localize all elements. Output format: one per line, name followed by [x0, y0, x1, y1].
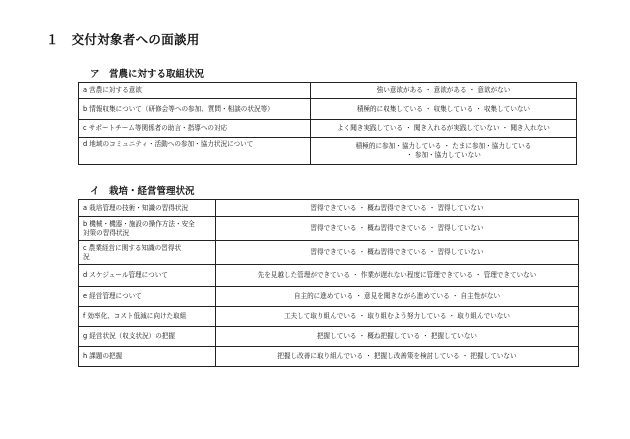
answer-options: 工夫して取り組んでいる ・ 取り組むよう努力している ・ 取り組んでいない — [216, 307, 579, 327]
answer-options: 習得できている ・ 概ね習得できている ・ 習得していない — [216, 200, 579, 217]
farming-attitude-table — [78, 82, 577, 165]
cultivation-management-table — [78, 199, 579, 367]
question-line: c 農業経営に関する知識の習得状 — [83, 243, 182, 252]
table-row — [79, 347, 579, 367]
question-cell: g 経営状況（収支状況）の把握 — [79, 327, 216, 347]
answer-options: 把握し改善に取り組んでいる ・ 把握し改善策を検討している ・ 把握していない — [216, 347, 579, 367]
answer-options: よく聞き実践している ・ 聞き入れるが実践していない ・ 聞き入れない — [311, 120, 577, 138]
question-cell: b 情報収集について（研修会等への参加、質問・相談の状況等） — [79, 99, 311, 120]
question-cell — [79, 217, 216, 241]
question-line: 対策の習得状況 — [83, 228, 130, 237]
table-row — [79, 83, 577, 99]
question-cell: f 効率化、コスト低減に向けた取組 — [79, 307, 216, 327]
table-row — [79, 287, 579, 307]
section-b-heading: イ 栽培・経営管理状況 — [90, 186, 195, 197]
question-cell: e 経営管理について — [79, 287, 216, 307]
table-row — [79, 138, 577, 165]
question-cell: d スケジュール管理について — [79, 265, 216, 287]
answer-options: 把握している ・ 概ね把握している ・ 把握していない — [216, 327, 579, 347]
page-title: １ 交付対象者への面談用 — [46, 32, 200, 47]
table-row — [79, 217, 579, 241]
question-cell: a 営農に対する意欲 — [79, 83, 311, 99]
table-row — [79, 241, 579, 265]
table-row — [79, 200, 579, 217]
question-line: 況 — [83, 252, 90, 261]
answer-options: 習得できている ・ 概ね習得できている ・ 習得していない — [216, 217, 579, 241]
answer-options: 先を見越した管理ができている ・ 作業が遅れない程度に管理できている ・ 管理できていない — [216, 265, 579, 287]
question-line: b 機械・機器・施設の操作方法・安全 — [83, 219, 195, 228]
table-row — [79, 265, 579, 287]
section-a-heading: ア 営農に対する取組状況 — [90, 69, 205, 80]
table-row — [79, 99, 577, 120]
table-row — [79, 307, 579, 327]
answer-line: ・ 参加・協力していない — [406, 151, 481, 159]
question-cell: h 課題の把握 — [79, 347, 216, 367]
question-cell: d 地域のコミュニティ・活動への参加・協力状況について — [79, 138, 311, 165]
table-row — [79, 327, 579, 347]
table-row — [79, 120, 577, 138]
answer-options: 積極的に収集している ・ 収集している ・ 収集していない — [311, 99, 577, 120]
answer-line: 積極的に参加・協力している ・ たまに参加・協力している — [355, 142, 532, 150]
question-cell: c サポートチーム等関係者の助言・指導への対応 — [79, 120, 311, 138]
question-cell: a 栽培管理の技術・知識の習得状況 — [79, 200, 216, 217]
answer-options: 強い意欲がある ・ 意欲がある ・ 意欲がない — [311, 83, 577, 99]
question-cell — [79, 241, 216, 265]
answer-options: 自主的に進めている ・ 意見を聞きながら進めている ・ 自主性がない — [216, 287, 579, 307]
answer-options: 習得できている ・ 概ね習得できている ・ 習得していない — [216, 241, 579, 265]
answer-options — [311, 138, 577, 165]
